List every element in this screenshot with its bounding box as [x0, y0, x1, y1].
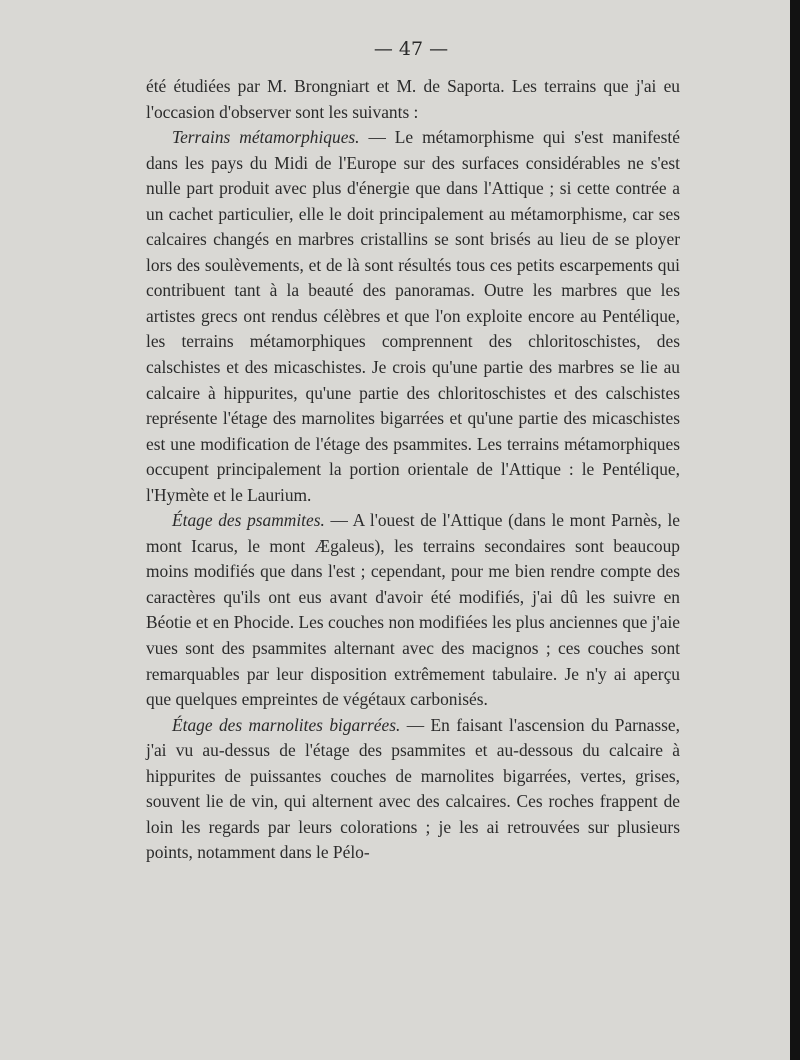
page-number: — 47 — [373, 38, 449, 60]
paragraph-intro-text: été étudiées par M. Brongniart et M. de Saporta. Les terrains que j'ai eu l'occasion d'observer sont les suivants : [146, 76, 680, 122]
paragraph-etage-marnolites-text: — En faisant l'ascension du Parnasse, j'ai vu au-dessus de l'étage des psammites et au-dessous du calcaire à hippurites de puissantes couches de marnolites bigarrées, vertes, grises, souvent lie de vin, qui alternent avec des calcaires. Ces roches frappent de loin les regards par leurs colorations ; je les ai retrouvées sur plusieurs points, notamment dans le Pélo- [146, 714, 680, 863]
paragraph-terrains-metamorphiques [146, 125, 680, 508]
paragraph-terrains-metamorphiques-text: — Le métamorphisme qui s'est manifesté dans les pays du Midi de l'Europe sur des surfaces considérables ne s'est nulle part produit avec plus d'énergie que dans l'Attique ; si cette contrée a un cachet particulier, elle le doit principalement au métamorphisme, car ses calcaires changés en marbres cristallins se sont brisés au lieu de se ployer lors des soulèvements, et de là sont résultés tous ces petits escarpements qui contribuent tant à la beauté des panoramas. Outre les marbres que les artistes grecs ont rendus célèbres et que l'on exploite encore au Pentélique, les terrains métamorphiques comprennent des chloritoschistes, des calschistes et des micaschistes. Je crois qu'une partie des marbres se lie au calcaire à hippurites, qu'une partie des chloritoschistes et des calschistes représente l'étage des marnolites bigarrées et qu'une partie des micaschistes est une modification de l'étage des psammites. Les terrains métamorphiques occupent principalement la portion orientale de l'Attique : le Pentélique, l'Hymète et le Laurium. [146, 127, 680, 505]
section-heading-terrains-metamorphiques: Terrains métamorphiques. [172, 127, 360, 148]
body-text [146, 74, 680, 866]
paragraph-etage-psammites-text: — A l'ouest de l'Attique (dans le mont Parnès, le mont Icarus, le mont Ægaleus), les terrains secondaires sont beaucoup moins modifiés que dans l'est ; cependant, pour me bien rendre compte des caractères qu'ils ont eus avant d'avoir été modifiés, j'ai dû les suivre en Béotie et en Phocide. Les couches non modifiées les plus anciennes que j'aie vues sont des psammites alternant avec des macignos ; ces couches sont remarquables par leur disposition extrêmement tabulaire. Je n'y ai aperçu que quelques empreintes de végétaux carbonisés. [146, 510, 681, 710]
paragraph-intro [146, 74, 680, 125]
page-edge-shadow [790, 0, 800, 1060]
paragraph-etage-marnolites [146, 713, 680, 866]
section-heading-etage-marnolites: Étage des marnolites bigarrées. [172, 714, 401, 735]
section-heading-etage-psammites: Étage des psammites. [172, 510, 325, 531]
paragraph-etage-psammites [146, 508, 680, 712]
